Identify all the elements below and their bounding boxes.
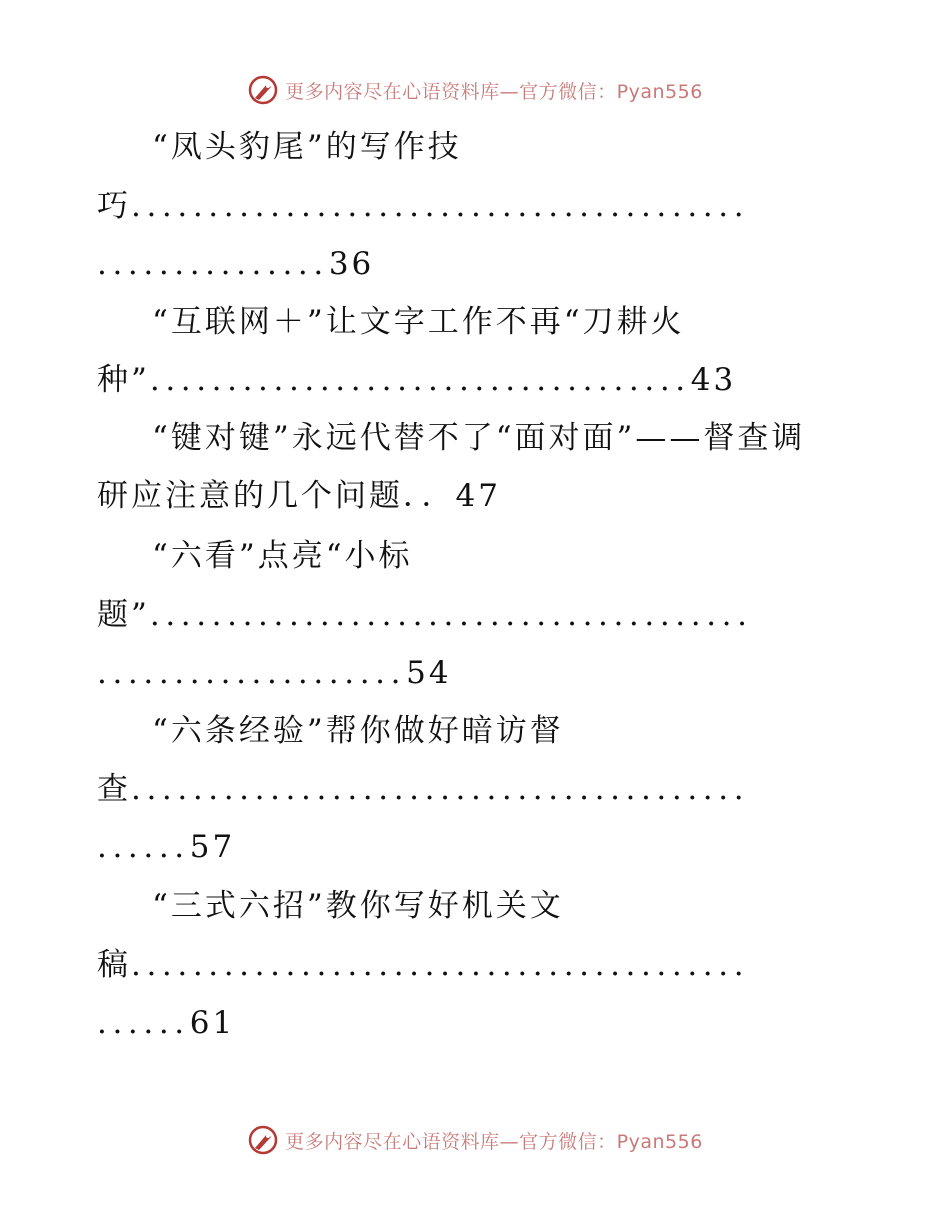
toc-entry-continuation[interactable]: [97, 476, 501, 516]
toc-entry-title-tail: 查: [97, 771, 131, 807]
dot-leader: ......: [97, 829, 190, 865]
toc-entry-continuation[interactable]: [97, 945, 749, 985]
toc-entry-title-tail: 种”: [97, 362, 150, 398]
toc-entry-leader-line: [97, 827, 235, 867]
toc-entry-title[interactable]: “凤头豹尾”的写作技: [152, 129, 462, 165]
header-watermark: [0, 70, 950, 110]
fountain-pen-logo-icon: [247, 74, 279, 106]
toc-entry-leader-line: [97, 1003, 235, 1043]
toc-entry-title-tail: 巧: [97, 188, 131, 224]
page-number: 36: [328, 246, 375, 282]
page-number: 43: [690, 362, 737, 398]
dot-leader: ....................: [97, 655, 407, 691]
page-number: 47: [455, 478, 501, 514]
toc-entry-title[interactable]: “互联网＋”让文字工作不再“刀耕火: [152, 304, 685, 340]
fountain-pen-logo-icon: [247, 1124, 279, 1156]
toc-entry-title[interactable]: “三式六招”教你写好机关文: [152, 888, 564, 924]
dot-leader: ........................................: [131, 188, 750, 224]
toc-entry-continuation[interactable]: [97, 360, 736, 400]
watermark-text: 更多内容尽在心语资料库—官方微信：Pyan556: [285, 1130, 703, 1153]
dot-leader: ...................................: [149, 362, 691, 398]
toc-entry-title[interactable]: “六看”点亮“小标: [152, 538, 413, 574]
toc-entry-continuation[interactable]: [97, 595, 753, 635]
page-number: 61: [189, 1005, 236, 1041]
toc-entry-title-tail: 题”: [97, 597, 150, 633]
dot-leader: ......: [97, 1005, 190, 1041]
dot-leader: ........................................: [131, 947, 750, 983]
toc-entry-title[interactable]: “键对键”永远代替不了“面对面”——督查调: [152, 420, 806, 456]
dot-leader: ........................................: [131, 771, 750, 807]
toc-entry-continuation[interactable]: [97, 769, 749, 809]
page-number: 54: [406, 655, 452, 691]
footer-watermark: [0, 1120, 950, 1160]
dot-leader: ...............: [97, 246, 329, 282]
toc-entry-title-tail: 稿: [97, 947, 131, 983]
toc-entry-title[interactable]: “六条经验”帮你做好暗访督: [152, 713, 564, 749]
watermark-text: 更多内容尽在心语资料库—官方微信：Pyan556: [285, 80, 703, 103]
toc-entry-leader-line: [97, 653, 452, 693]
dot-leader: .......................................: [149, 597, 753, 633]
toc-entry-title-tail: 研应注意的几个问题．．: [97, 478, 456, 514]
toc-entry-leader-line: [97, 244, 374, 284]
page-number: 57: [189, 829, 236, 865]
toc-entry-continuation[interactable]: [97, 186, 749, 226]
